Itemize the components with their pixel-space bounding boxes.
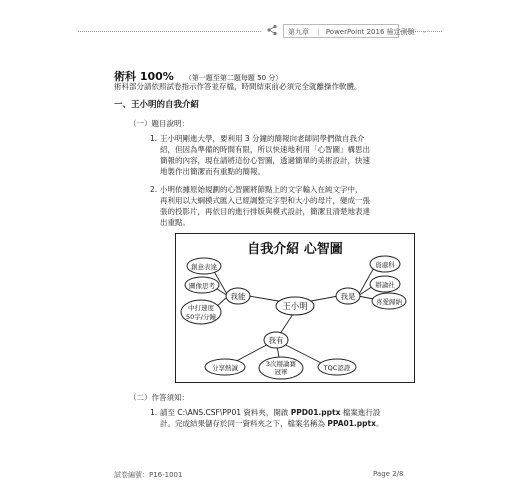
- answer-text: 檔案進行設: [340, 408, 381, 417]
- item2-line: 張的投影片，再依目的進行排版與模式設計，簡潔且清楚地表達: [160, 207, 370, 216]
- item2-line: 出重點。: [160, 218, 190, 227]
- instruction-text: 術科部分請依照試卷指示作答並存檔，時間結束前必須完全就離操作軟體。: [114, 82, 362, 91]
- mind-map-leaf: 辯論社: [375, 281, 395, 289]
- item2-paragraph: [150, 184, 370, 228]
- header-rule-right: [400, 31, 442, 32]
- mind-map-leaf-line: 冠軍: [274, 368, 288, 376]
- item1-number: 1.: [150, 134, 158, 143]
- item2-line: 小明依據原始規劃的心智圖將節點上的文字輸入在純文字中，: [160, 185, 363, 194]
- item1-line: 地製作出簡潔而有重點的簡報。: [160, 167, 265, 176]
- mind-map-leaf-line: 3次辯論賽: [265, 360, 297, 368]
- answer-line-2: [160, 418, 383, 429]
- chapter-label: 第九章: [288, 28, 309, 36]
- page-number: Page 2/8: [373, 470, 404, 478]
- item1-line: 簡報的內容，現在請將這份心智圖，透過簡單的美術設計，快速: [160, 156, 370, 165]
- section-heading: 一、王小明的自我介紹: [114, 100, 200, 110]
- title-sub: （第一題至第二題每題 50 分）: [184, 74, 283, 82]
- mind-map-hub-right: 我是: [340, 292, 356, 301]
- header-separator: |: [317, 28, 320, 36]
- mind-map-connectors: [211, 264, 379, 369]
- mind-map-svg: [176, 234, 414, 382]
- mind-map-leaf: 資處科: [375, 261, 395, 269]
- source-filename: PPD01.pptx: [290, 408, 341, 417]
- mind-map-center: 王小明: [282, 302, 308, 312]
- answer-paragraph: [150, 407, 384, 429]
- sub2-label: （二）作答須知：: [129, 393, 189, 402]
- mind-map-hub-left: 我能: [230, 292, 246, 301]
- mind-map-title: 自我介紹 心智圖: [247, 242, 343, 257]
- mind-map-figure: [175, 233, 415, 383]
- mind-map-leaf-line: 50字/分鐘: [186, 313, 216, 321]
- item2-line: 再利用以大綱模式匯入已經調整完字型和大小的母片，變成一張: [160, 196, 370, 205]
- mind-map-leaf: TQC認證: [323, 364, 351, 372]
- answer-line-1: [160, 407, 383, 418]
- answer-text: 請至 C:\ANS.CSF\PP01 資料夾，開啟: [160, 408, 291, 417]
- chevron-right-icon: ›: [422, 28, 426, 36]
- item1-line: 紹，但因為準備的時間有限，所以快速地利用「心智圖」構思出: [160, 145, 370, 154]
- mind-map-leaf: 分享熱誠: [212, 364, 238, 372]
- output-filename: PPA01.pptx: [327, 419, 376, 428]
- mind-map-leaf: 喜愛歸納: [376, 298, 402, 306]
- item2-number: 2.: [150, 185, 158, 194]
- answer-text: 計。完成結果儲存於同一資料夾之下，檔案名稱為: [160, 419, 328, 428]
- item1-line: 王小明剛進大學，要利用 3 分鐘的簡報向老師同學們做自我介: [160, 134, 365, 143]
- mind-map-hub-bottom: 我有: [268, 336, 284, 345]
- product-label: PowerPoint 2016 檢定測驗: [325, 28, 415, 36]
- chapter-header: [283, 24, 426, 38]
- item1-paragraph: [150, 133, 370, 177]
- answer-text: 。: [375, 419, 384, 428]
- mind-map-leaf: 創意表達: [191, 263, 217, 271]
- mind-map-leaf: 圖像思考: [189, 282, 215, 290]
- title-main: 術科 100%: [114, 70, 174, 83]
- share-icon: [266, 24, 278, 36]
- mind-map-leaf-line: 中打速度: [188, 304, 214, 312]
- exam-code: 試卷編號：P16-1001: [114, 471, 183, 479]
- sub1-label: （一）題目說明：: [129, 119, 189, 128]
- header-rule-left: [78, 31, 261, 32]
- answer-number: 1.: [150, 408, 158, 417]
